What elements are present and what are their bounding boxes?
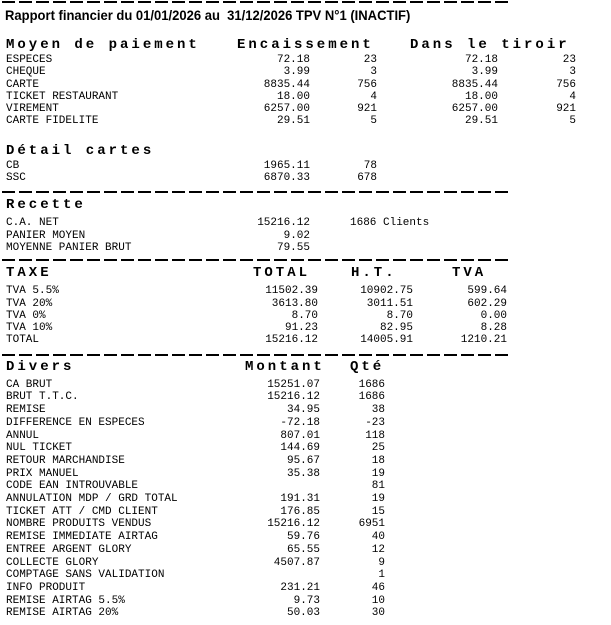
- payment-table: [0, 54, 611, 128]
- payment-enc-amount-cell: 29.51: [276, 115, 310, 128]
- payment-drawer-qty-cell: 921: [556, 103, 576, 116]
- taxe-header-label: TAXE: [6, 265, 52, 282]
- divers-row: [0, 468, 611, 481]
- payment-drawer-qty-cell: 4: [569, 90, 576, 103]
- divers-qty-cell: 30: [371, 607, 385, 620]
- divers-row: [0, 506, 611, 519]
- divers-qty-cell: 118: [365, 429, 385, 442]
- divers-row: [0, 493, 611, 506]
- taxe-row: [0, 285, 611, 297]
- payment-drawer-amount-cell: 29.51: [464, 115, 498, 128]
- divers-label-cell: CA BRUT: [6, 378, 53, 391]
- divers-label-cell: RETOUR MARCHANDISE: [6, 454, 125, 467]
- divers-amount-cell: 807.01: [280, 429, 320, 442]
- divers-header-montant: Montant: [245, 358, 325, 375]
- taxe-total-cell: 11502.39: [265, 285, 318, 298]
- divers-label-cell: NOMBRE PRODUITS VENDUS: [6, 518, 152, 531]
- payment-header-label: Moyen de paiement: [6, 37, 200, 53]
- card-detail-table: [0, 160, 611, 185]
- divers-qty-cell: 6951: [358, 518, 385, 531]
- divers-table: [0, 379, 611, 620]
- recette-label-cell: MOYENNE PANIER BRUT: [6, 241, 132, 254]
- divers-label-cell: REMISE: [6, 404, 46, 417]
- recette-amount-cell: 9.02: [283, 229, 310, 242]
- payment-row: [0, 115, 611, 127]
- payment-row: [0, 54, 611, 66]
- divers-label-cell: TICKET ATT / CMD CLIENT: [6, 505, 158, 518]
- divers-row: [0, 379, 611, 392]
- divers-amount-cell: 34.95: [286, 404, 320, 417]
- taxe-total-cell: 15216.12: [265, 334, 318, 347]
- taxe-label-cell: TVA 0%: [6, 309, 46, 322]
- taxe-row: [0, 310, 611, 322]
- taxe-label-cell: TVA 20%: [6, 297, 53, 310]
- payment-enc-qty-cell: 921: [357, 103, 377, 116]
- divers-row: [0, 518, 611, 531]
- payment-enc-qty-cell: 5: [370, 115, 377, 128]
- divers-row: [0, 557, 611, 570]
- divers-label-cell: REMISE IMMEDIATE AIRTAG: [6, 531, 158, 544]
- divers-amount-cell: 4507.87: [273, 556, 320, 569]
- payment-drawer-amount-cell: 6257.00: [451, 103, 498, 116]
- payment-label-cell: CARTE FIDELITE: [6, 115, 99, 128]
- divers-qty-cell: 81: [371, 480, 385, 493]
- payment-label-cell: TICKET RESTAURANT: [6, 90, 119, 103]
- payment-drawer-amount-cell: 3.99: [471, 66, 498, 79]
- payment-label-cell: CHEQUE: [6, 66, 46, 79]
- divers-amount-cell: 176.85: [280, 505, 320, 518]
- card-detail-row: [0, 160, 611, 172]
- card-detail-label-cell: SSC: [6, 172, 26, 185]
- taxe-ht-cell: 8.70: [386, 309, 413, 322]
- divers-label-cell: REMISE AIRTAG 20%: [6, 607, 119, 620]
- divers-amount-cell: 50.03: [286, 607, 320, 620]
- divers-amount-cell: [248, 480, 320, 493]
- divers-label-cell: DIFFERENCE EN ESPECES: [6, 416, 145, 429]
- payment-enc-amount-cell: 72.18: [276, 54, 310, 66]
- taxe-header-ht: H.T.: [351, 265, 397, 282]
- divers-row: [0, 404, 611, 417]
- divers-row: [0, 417, 611, 430]
- divers-label-cell: ANNUL: [6, 429, 40, 442]
- divers-qty-cell: 1: [378, 569, 385, 582]
- recette-extra-cell: 1686 Clients: [350, 217, 430, 230]
- taxe-header-total: TOTAL: [253, 265, 311, 282]
- divers-row: [0, 607, 611, 620]
- taxe-header-tva: TVA: [452, 265, 487, 282]
- divers-label-cell: BRUT T.T.C.: [6, 391, 79, 404]
- payment-row: [0, 91, 611, 103]
- card-detail-label-cell: CB: [6, 159, 20, 172]
- recette-label-cell: C.A. NET: [6, 217, 59, 230]
- recette-table: [0, 217, 611, 254]
- divers-qty-cell: 19: [371, 467, 385, 480]
- card-detail-amount-cell: 6870.33: [263, 172, 310, 185]
- card-detail-header: Détail cartes: [6, 142, 155, 159]
- recette-row: [0, 242, 611, 254]
- payment-enc-qty-cell: 4: [370, 90, 377, 103]
- taxe-tva-cell: 599.64: [467, 285, 507, 298]
- taxe-ht-cell: 82.95: [379, 322, 413, 335]
- divers-amount-cell: 15216.12: [267, 391, 320, 404]
- divers-row: [0, 391, 611, 404]
- divers-amount-cell: 15251.07: [267, 378, 320, 391]
- divers-qty-cell: 10: [371, 594, 385, 607]
- divers-amount-cell: 144.69: [280, 442, 320, 455]
- payment-label-cell: VIREMENT: [6, 103, 59, 116]
- divers-label-cell: CODE EAN INTROUVABLE: [6, 480, 139, 493]
- payment-enc-qty-cell: 23: [363, 54, 377, 66]
- recette-row: [0, 230, 611, 242]
- payment-drawer-amount-cell: 72.18: [464, 54, 498, 66]
- payment-drawer-amount-cell: 8835.44: [451, 78, 498, 91]
- taxe-tva-cell: 8.28: [480, 322, 507, 335]
- taxe-row: [0, 298, 611, 310]
- taxe-table: [0, 285, 611, 346]
- payment-enc-amount-cell: 6257.00: [263, 103, 310, 116]
- divers-qty-cell: 12: [371, 543, 385, 556]
- divers-row: [0, 480, 611, 493]
- payment-enc-amount-cell: 3.99: [283, 66, 310, 79]
- divers-label-cell: ENTREE ARGENT GLORY: [6, 543, 132, 556]
- dashed-separator: [2, 1, 508, 3]
- divers-label-cell: COLLECTE GLORY: [6, 556, 99, 569]
- divers-label-cell: COMPTAGE SANS VALIDATION: [6, 569, 165, 582]
- taxe-tva-cell: 602.29: [467, 297, 507, 310]
- divers-row: [0, 455, 611, 468]
- payment-row: [0, 103, 611, 115]
- taxe-tva-cell: 0.00: [480, 309, 507, 322]
- divers-amount-cell: -72.18: [280, 416, 320, 429]
- taxe-label-cell: TVA 5.5%: [6, 285, 59, 298]
- payment-enc-amount-cell: 8835.44: [263, 78, 310, 91]
- payment-enc-qty-cell: 3: [370, 66, 377, 79]
- payment-row: [0, 79, 611, 91]
- divers-qty-cell: 46: [371, 582, 385, 594]
- divers-amount-cell: 231.21: [280, 582, 320, 594]
- taxe-ht-cell: 3011.51: [366, 297, 413, 310]
- dashed-separator: [2, 259, 508, 261]
- taxe-ht-cell: 14005.91: [360, 334, 413, 347]
- divers-row: [0, 569, 611, 582]
- payment-drawer-qty-cell: 23: [562, 54, 576, 66]
- payment-row: [0, 66, 611, 78]
- taxe-total-cell: 8.70: [291, 309, 318, 322]
- payment-drawer-qty-cell: 756: [556, 78, 576, 91]
- taxe-label-cell: TOTAL: [6, 334, 40, 347]
- divers-header-label: Divers: [6, 358, 75, 375]
- taxe-label-cell: TVA 10%: [6, 322, 53, 335]
- divers-row: [0, 531, 611, 544]
- dashed-separator: [2, 354, 508, 356]
- divers-amount-cell: 9.73: [293, 594, 320, 607]
- payment-label-cell: CARTE: [6, 78, 40, 91]
- dashed-separator: [2, 191, 508, 193]
- taxe-row: [0, 334, 611, 346]
- report-title: Rapport financier du 01/01/2026 au 31/12/2026 TPV N°1 (INACTIF): [5, 7, 411, 23]
- payment-enc-qty-cell: 756: [357, 78, 377, 91]
- divers-amount-cell: 35.38: [286, 467, 320, 480]
- card-detail-row: [0, 172, 611, 184]
- divers-amount-cell: 65.55: [286, 543, 320, 556]
- recette-label-cell: PANIER MOYEN: [6, 229, 86, 242]
- divers-amount-cell: [248, 569, 320, 582]
- recette-amount-cell: 79.55: [276, 241, 310, 254]
- divers-label-cell: NUL TICKET: [6, 442, 73, 455]
- card-detail-qty-cell: 78: [363, 159, 377, 172]
- divers-qty-cell: 15: [371, 505, 385, 518]
- divers-amount-cell: 95.67: [286, 454, 320, 467]
- divers-qty-cell: 25: [371, 442, 385, 455]
- payment-enc-amount-cell: 18.00: [276, 90, 310, 103]
- divers-row: [0, 442, 611, 455]
- divers-qty-cell: -23: [365, 416, 385, 429]
- divers-label-cell: INFO PRODUIT: [6, 582, 86, 594]
- divers-table-header: [0, 359, 611, 376]
- divers-qty-cell: 1686: [358, 378, 385, 391]
- card-detail-qty-cell: 678: [357, 172, 377, 185]
- divers-amount-cell: 15216.12: [267, 518, 320, 531]
- payment-drawer-qty-cell: 5: [569, 115, 576, 128]
- payment-drawer-qty-cell: 3: [569, 66, 576, 79]
- divers-row: [0, 544, 611, 557]
- divers-qty-cell: 19: [371, 493, 385, 506]
- payment-header-encaissement: Encaissement: [237, 37, 374, 53]
- divers-row: [0, 430, 611, 443]
- taxe-table-header: [0, 265, 611, 282]
- divers-qty-cell: 40: [371, 531, 385, 544]
- divers-label-cell: REMISE AIRTAG 5.5%: [6, 594, 125, 607]
- taxe-total-cell: 91.23: [284, 322, 318, 335]
- divers-row: [0, 582, 611, 595]
- recette-row: [0, 217, 611, 229]
- divers-qty-cell: 18: [371, 454, 385, 467]
- taxe-tva-cell: 1210.21: [460, 334, 507, 347]
- recette-amount-cell: 15216.12: [257, 217, 310, 230]
- divers-qty-cell: 38: [371, 404, 385, 417]
- divers-header-qte: Qté: [350, 358, 385, 375]
- divers-amount-cell: 191.31: [280, 493, 320, 506]
- divers-amount-cell: 59.76: [286, 531, 320, 544]
- payment-header-tiroir: Dans le tiroir: [410, 37, 570, 53]
- divers-label-cell: PRIX MANUEL: [6, 467, 79, 480]
- taxe-row: [0, 322, 611, 334]
- recette-header: Recette: [6, 197, 86, 214]
- card-detail-amount-cell: 1965.11: [263, 159, 310, 172]
- divers-qty-cell: 1686: [358, 391, 385, 404]
- divers-qty-cell: 9: [378, 556, 385, 569]
- divers-row: [0, 595, 611, 608]
- payment-table-header: [0, 37, 611, 54]
- taxe-ht-cell: 10902.75: [360, 285, 413, 298]
- taxe-total-cell: 3613.80: [271, 297, 318, 310]
- divers-label-cell: ANNULATION MDP / GRD TOTAL: [6, 493, 178, 506]
- payment-label-cell: ESPECES: [6, 54, 53, 66]
- payment-drawer-amount-cell: 18.00: [464, 90, 498, 103]
